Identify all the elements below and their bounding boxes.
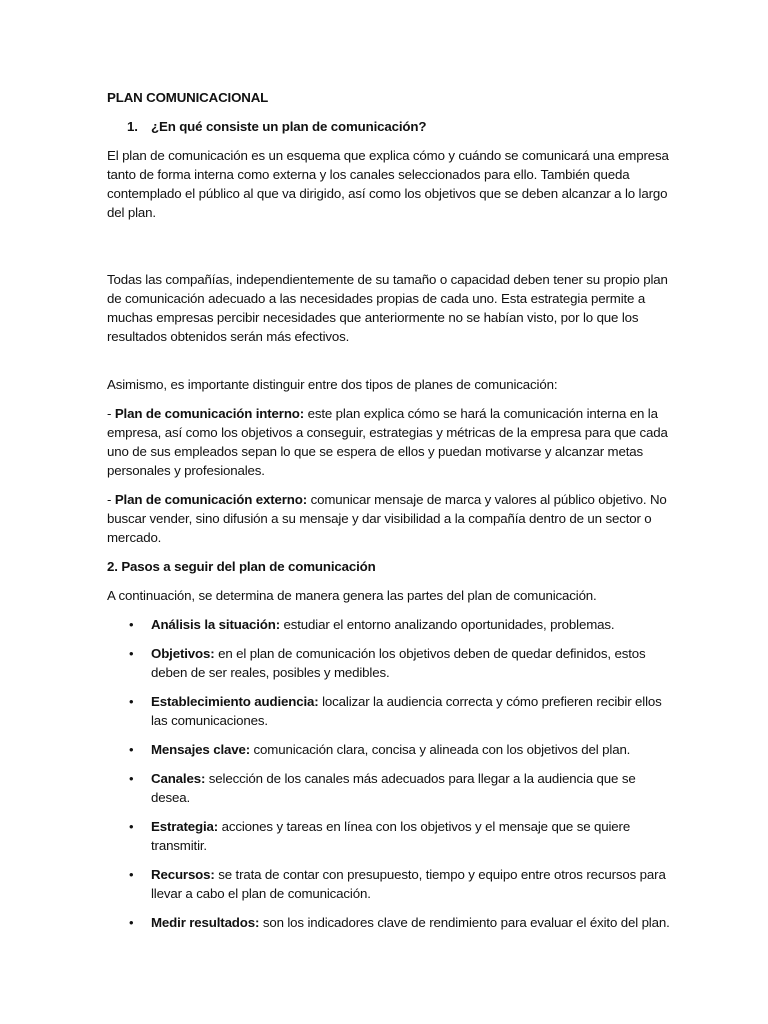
paragraph-companies: Todas las compañías, independientemente de su tamaño o capacidad deben tener su propio plan de comunicación adecuado a las necesidades propias de cada uno. Esta estrategia permite a muchas empresas percibir necesidades que anteriormente no se habían visto, por lo que los resultados obtenidos serán más efectivos. (107, 272, 668, 344)
section-2-intro: A continuación, se determina de manera genera las partes del plan de comunicación. (107, 588, 597, 603)
step-description: selección de los canales más adecuados para llegar a la audiencia que se desea. (151, 771, 636, 805)
list-item (107, 817, 672, 855)
plan-type-internal (107, 404, 672, 480)
list-item (107, 644, 672, 682)
plan-type-external (107, 490, 672, 547)
step-label: Análisis la situación: (151, 617, 280, 632)
plan-type-internal-label: Plan de comunicación interno: (114, 406, 305, 421)
step-label: Estrategia: (151, 819, 219, 834)
bullet-icon: • (129, 819, 134, 834)
document-body (107, 88, 672, 942)
list-item (107, 740, 672, 759)
bullet-icon: • (129, 617, 134, 632)
step-text (151, 692, 672, 730)
step-description: acciones y tareas en línea con los objetivos y el mensaje que se quiere transmitir. (151, 819, 631, 853)
step-description: localizar la audiencia correcta y cómo prefieren recibir ellos las comunicaciones. (151, 694, 662, 728)
list-item (107, 615, 672, 634)
step-label: Establecimiento audiencia: (151, 694, 319, 709)
section-2-heading: 2. Pasos a seguir del plan de comunicación (107, 559, 376, 574)
step-description: se trata de contar con presupuesto, tiempo y equipo entre otros recursos para llevar a cabo el plan de comunicación. (151, 867, 666, 901)
bullet-icon: • (129, 867, 134, 882)
bullet-icon: • (129, 646, 134, 661)
plan-type-external-label: Plan de comunicación externo: (114, 492, 308, 507)
step-label: Mensajes clave: (151, 742, 251, 757)
step-description: en el plan de comunicación los objetivos deben de quedar definidos, estos deben de ser reales, posibles y medibles. (151, 646, 646, 680)
list-item (107, 913, 672, 932)
step-text (151, 740, 672, 759)
bullet-icon: • (129, 771, 134, 786)
steps-list (107, 615, 672, 932)
step-text (151, 644, 672, 682)
section-1-heading (107, 117, 672, 136)
bullet-icon: • (129, 694, 134, 709)
step-text (151, 769, 672, 807)
step-label: Objetivos: (151, 646, 215, 661)
step-text (151, 817, 672, 855)
step-text (151, 865, 672, 903)
list-item (107, 865, 672, 903)
step-text (151, 913, 672, 932)
paragraph-types-intro: Asimismo, es importante distinguir entre dos tipos de planes de comunicación: (107, 377, 558, 392)
step-description: estudiar el entorno analizando oportunidades, problemas. (279, 617, 615, 632)
paragraph-definition: El plan de comunicación es un esquema que explica cómo y cuándo se comunicará una empresa tanto de forma interna como externa y los canales seleccionados para ello. También queda contemplado el público al que va dirigido, así como los objetivos que se deben alcanzar a lo largo del plan. (107, 148, 669, 220)
step-label: Canales: (151, 771, 206, 786)
section-1-title: ¿En qué consiste un plan de comunicación? (151, 119, 427, 134)
bullet-icon: • (129, 742, 134, 757)
plan-type-external-text: comunicar mensaje de marca y valores al público objetivo. No buscar vender, sino difusión a su mensaje y dar visibilidad a la compañía dentro de un sector o mercado. (107, 492, 667, 545)
plan-type-internal-prefix: - (107, 406, 115, 421)
plan-type-external-prefix: - (107, 492, 115, 507)
section-1-number: 1. (127, 119, 138, 134)
step-label: Medir resultados: (151, 915, 260, 930)
step-description: son los indicadores clave de rendimiento para evaluar el éxito del plan. (259, 915, 670, 930)
document-title: PLAN COMUNICACIONAL (107, 90, 269, 105)
plan-type-internal-text: este plan explica cómo se hará la comunicación interna en la empresa, así como los objetivos a conseguir, estrategias y métricas de la empresa para que cada uno de sus empleados sepan lo que se espera de ellos y puedan motivarse y alcanzar metas personales y profesionales. (107, 406, 668, 478)
list-item (107, 692, 672, 730)
list-item (107, 769, 672, 807)
step-label: Recursos: (151, 867, 215, 882)
step-text (151, 615, 672, 634)
bullet-icon: • (129, 915, 134, 930)
step-description: comunicación clara, concisa y alineada con los objetivos del plan. (250, 742, 631, 757)
